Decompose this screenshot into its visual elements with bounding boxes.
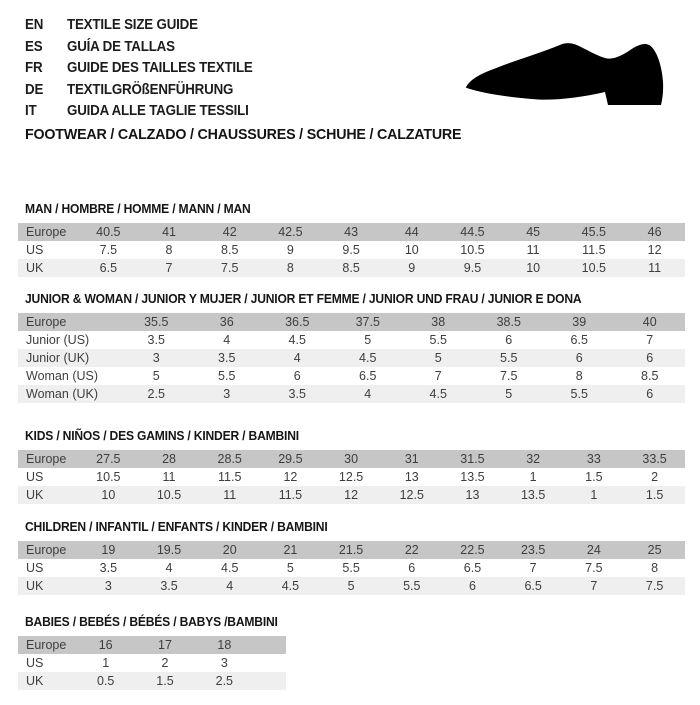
size-cell: 12 (344, 488, 359, 502)
section-title: JUNIOR & WOMAN / JUNIOR Y MUJER / JUNIOR ET FEMME / JUNIOR UND FRAU / JUNIOR E DONA (25, 291, 582, 306)
table-row (18, 559, 685, 577)
size-cell: 11.5 (582, 243, 606, 257)
size-cell: 5 (364, 333, 372, 347)
size-cell: 13.5 (520, 488, 546, 502)
empty-cell (254, 636, 286, 654)
size-cell: 5.5 (403, 579, 421, 593)
size-cell: 6.5 (524, 579, 542, 593)
language-guide-title: TEXTILGRÖßENFÜHRUNG (67, 81, 234, 98)
language-code: EN (25, 17, 44, 33)
size-cell: 32 (526, 452, 541, 466)
size-cell: 33 (586, 452, 601, 466)
section-title: BABIES / BEBÉS / BÉBÉS / BABYS /BAMBINI (25, 614, 278, 629)
size-cell: 8.5 (342, 261, 360, 275)
size-cell: 1 (102, 656, 110, 670)
size-cell: 11 (162, 470, 176, 484)
size-cell: 9 (408, 261, 416, 275)
size-cell: 6.5 (359, 369, 377, 383)
size-section (18, 292, 685, 403)
size-table (18, 313, 685, 403)
table-row (18, 468, 685, 486)
table-row (18, 313, 685, 331)
size-cell: 7.5 (645, 579, 664, 593)
size-cell: 21 (283, 543, 298, 557)
row-label: US (26, 243, 44, 257)
size-cell: 6.5 (463, 561, 482, 575)
size-cell: 4 (226, 579, 234, 593)
empty-cell (254, 672, 286, 690)
row-label: UK (26, 261, 44, 275)
size-cell: 0.5 (96, 674, 115, 688)
size-cell: 8 (651, 561, 659, 575)
size-cell: 19 (101, 543, 116, 557)
row-label: UK (26, 674, 44, 688)
size-cell: 7 (646, 333, 654, 347)
language-row (25, 37, 269, 59)
size-cell: 13 (465, 488, 480, 502)
size-cell: 2 (161, 656, 169, 670)
size-cell: 44.5 (460, 225, 485, 239)
size-cell: 6 (408, 561, 416, 575)
size-cell: 9 (286, 243, 294, 257)
size-cell: 45.5 (581, 225, 607, 239)
size-cell: 21.5 (338, 543, 364, 557)
size-cell: 12.5 (338, 470, 364, 484)
size-cell: 7 (590, 579, 598, 593)
size-cell: 30 (344, 452, 359, 466)
size-cell: 41 (162, 225, 176, 239)
size-cell: 36.5 (285, 315, 310, 329)
size-cell: 3 (223, 387, 231, 401)
row-label: Europe (26, 225, 67, 239)
size-cell: 3 (104, 579, 112, 593)
size-cell: 20 (222, 543, 237, 557)
size-cell: 7 (434, 369, 442, 383)
size-cell: 5.5 (570, 387, 588, 401)
size-cell: 27.5 (96, 452, 121, 466)
size-cell: 13 (404, 470, 419, 484)
row-label: US (26, 470, 44, 484)
table-row (18, 349, 685, 367)
row-label: Europe (26, 543, 67, 557)
size-cell: 42.5 (278, 225, 303, 239)
size-cell: 31 (404, 452, 419, 466)
size-cell: 5.5 (500, 351, 518, 365)
size-cell: 4.5 (359, 351, 377, 365)
size-cell: 6 (575, 351, 583, 365)
section-title: CHILDREN / INFANTIL / ENFANTS / KINDER / BAMBINI (25, 519, 328, 534)
size-cell: 6 (505, 333, 513, 347)
language-code: DE (25, 81, 44, 98)
size-cell: 2 (651, 470, 659, 484)
size-cell: 25 (647, 543, 662, 557)
size-cell: 8 (165, 243, 173, 257)
size-cell: 6 (646, 387, 654, 401)
size-cell: 7 (165, 261, 173, 275)
size-cell: 11 (648, 261, 662, 275)
row-label: Europe (26, 638, 67, 652)
size-cell: 8.5 (221, 243, 239, 257)
size-cell: 13.5 (460, 470, 485, 484)
size-cell: 45 (526, 225, 541, 239)
size-table (18, 223, 685, 277)
size-cell: 40.5 (96, 225, 121, 239)
size-cell: 10 (101, 488, 116, 502)
table-row (18, 577, 685, 595)
language-guide-title: GUIDE DES TAILLES TEXTILE (67, 60, 253, 76)
row-label: Europe (26, 315, 67, 329)
size-cell: 42 (222, 225, 237, 239)
size-cell: 6.5 (570, 333, 588, 347)
language-row (25, 58, 269, 80)
size-cell: 6 (293, 369, 301, 383)
size-cell: 3 (152, 351, 160, 365)
row-label: UK (26, 488, 44, 502)
size-section (18, 429, 685, 504)
language-guide-title: TEXTILE SIZE GUIDE (67, 17, 198, 33)
category-line-text: FOOTWEAR / CALZADO / CHAUSSURES / SCHUHE / CALZATURE (25, 126, 462, 143)
size-cell: 46 (647, 225, 662, 239)
size-cell: 5.5 (429, 333, 447, 347)
size-cell: 5 (434, 351, 442, 365)
row-label: Europe (26, 452, 67, 466)
table-row (18, 259, 685, 277)
size-cell: 37.5 (355, 315, 380, 329)
size-cell: 10 (404, 243, 419, 257)
size-cell: 4.5 (221, 561, 239, 575)
size-cell: 10.5 (156, 488, 182, 502)
row-label: Junior (US) (26, 333, 90, 347)
table-row (18, 672, 286, 690)
size-cell: 7.5 (500, 369, 518, 383)
size-cell: 3 (220, 656, 228, 670)
size-cell: 6 (468, 579, 476, 593)
size-cell: 1 (590, 488, 598, 502)
size-cell: 44 (404, 225, 419, 239)
size-cell: 4.5 (281, 579, 300, 593)
size-cell: 39 (572, 315, 587, 329)
size-cell: 40 (642, 315, 657, 329)
size-section (18, 520, 685, 595)
size-cell: 5 (286, 561, 294, 575)
size-cell: 10.5 (581, 261, 607, 275)
size-cell: 5 (505, 387, 513, 401)
size-table (18, 450, 685, 504)
size-cell: 22.5 (460, 543, 485, 557)
size-cell: 12 (647, 243, 662, 257)
table-row (18, 450, 685, 468)
size-cell: 4 (223, 333, 231, 347)
row-label: Woman (US) (26, 369, 99, 383)
table-row (18, 367, 685, 385)
size-cell: 7.5 (585, 561, 603, 575)
size-cell: 24 (586, 543, 601, 557)
table-row (18, 241, 685, 259)
size-cell: 4.5 (429, 387, 447, 401)
size-cell: 43 (344, 225, 359, 239)
size-cell: 8.5 (641, 369, 659, 383)
language-header-block (25, 15, 269, 123)
row-label: UK (26, 579, 44, 593)
size-cell: 5 (152, 369, 160, 383)
size-cell: 29.5 (278, 452, 303, 466)
size-cell: 7 (529, 561, 537, 575)
size-cell: 3.5 (288, 387, 306, 401)
size-cell: 9.5 (463, 261, 482, 275)
size-cell: 22 (404, 543, 419, 557)
language-row (25, 101, 269, 123)
size-cell: 5.5 (218, 369, 236, 383)
size-table (18, 636, 286, 690)
size-cell: 4.5 (288, 333, 306, 347)
size-cell: 2.5 (215, 674, 234, 688)
size-cell: 10.5 (96, 470, 121, 484)
size-cell: 8 (575, 369, 583, 383)
size-cell: 4 (364, 387, 372, 401)
size-cell: 11.5 (218, 470, 242, 484)
size-cell: 33.5 (642, 452, 667, 466)
table-row (18, 331, 685, 349)
dress-shoe-svg (453, 35, 668, 110)
size-cell: 18 (217, 638, 232, 652)
table-row (18, 385, 685, 403)
row-label: US (26, 656, 44, 670)
size-cell: 31.5 (460, 452, 485, 466)
size-cell: 11.5 (278, 488, 303, 502)
size-cell: 1 (529, 470, 537, 484)
size-cell: 35.5 (144, 315, 169, 329)
size-cell: 12.5 (399, 488, 424, 502)
size-cell: 3.5 (147, 333, 165, 347)
row-label: Junior (UK) (26, 351, 90, 365)
language-code: ES (25, 38, 43, 55)
size-section (18, 202, 685, 277)
size-cell: 11 (526, 243, 540, 257)
size-cell: 1.5 (645, 488, 664, 502)
size-cell: 3.5 (99, 561, 118, 575)
table-row (18, 223, 685, 241)
dress-shoe-icon (453, 35, 668, 110)
table-row (18, 654, 286, 672)
size-cell: 17 (158, 638, 172, 652)
language-row (25, 15, 269, 37)
size-cell: 38.5 (496, 315, 521, 329)
section-title: MAN / HOMBRE / HOMME / MANN / MAN (25, 201, 251, 216)
row-label: Woman (UK) (26, 387, 99, 401)
row-label: US (26, 561, 44, 575)
size-cell: 10 (526, 261, 541, 275)
size-cell: 12 (283, 470, 298, 484)
size-cell: 7.5 (221, 261, 239, 275)
table-row (18, 486, 685, 504)
size-cell: 4 (293, 351, 301, 365)
language-guide-title: GUIDA ALLE TAGLIE TESSILI (67, 103, 249, 119)
language-row (25, 80, 269, 102)
language-code: FR (25, 60, 43, 76)
size-cell: 38 (431, 315, 446, 329)
size-cell: 3.5 (160, 579, 178, 593)
size-cell: 28 (162, 452, 176, 466)
size-table (18, 541, 685, 595)
size-cell: 10.5 (460, 243, 485, 257)
category-line (25, 126, 484, 143)
size-cell: 28.5 (217, 452, 242, 466)
size-cell: 7.5 (99, 243, 118, 257)
size-cell: 9.5 (342, 243, 360, 257)
language-guide-title: GUÍA DE TALLAS (67, 38, 175, 55)
size-cell: 3.5 (218, 351, 236, 365)
size-cell: 8 (286, 261, 294, 275)
size-cell: 16 (98, 638, 113, 652)
empty-cell (254, 654, 286, 672)
size-cell: 2.5 (147, 387, 165, 401)
table-row (18, 541, 685, 559)
language-code: IT (25, 103, 37, 119)
size-section (18, 615, 685, 690)
size-cell: 6.5 (99, 261, 118, 275)
size-tables-container (18, 202, 685, 705)
size-cell: 19.5 (156, 543, 182, 557)
size-cell: 11 (223, 488, 237, 502)
size-cell: 1.5 (585, 470, 603, 484)
size-cell: 5.5 (342, 561, 360, 575)
size-cell: 4 (165, 561, 173, 575)
table-row (18, 636, 286, 654)
section-title: KIDS / NIÑOS / DES GAMINS / KINDER / BAMBINI (25, 428, 299, 443)
size-cell: 36 (219, 315, 234, 329)
size-cell: 6 (646, 351, 654, 365)
size-cell: 23.5 (520, 543, 546, 557)
size-cell: 5 (347, 579, 355, 593)
size-cell: 1.5 (156, 674, 174, 688)
